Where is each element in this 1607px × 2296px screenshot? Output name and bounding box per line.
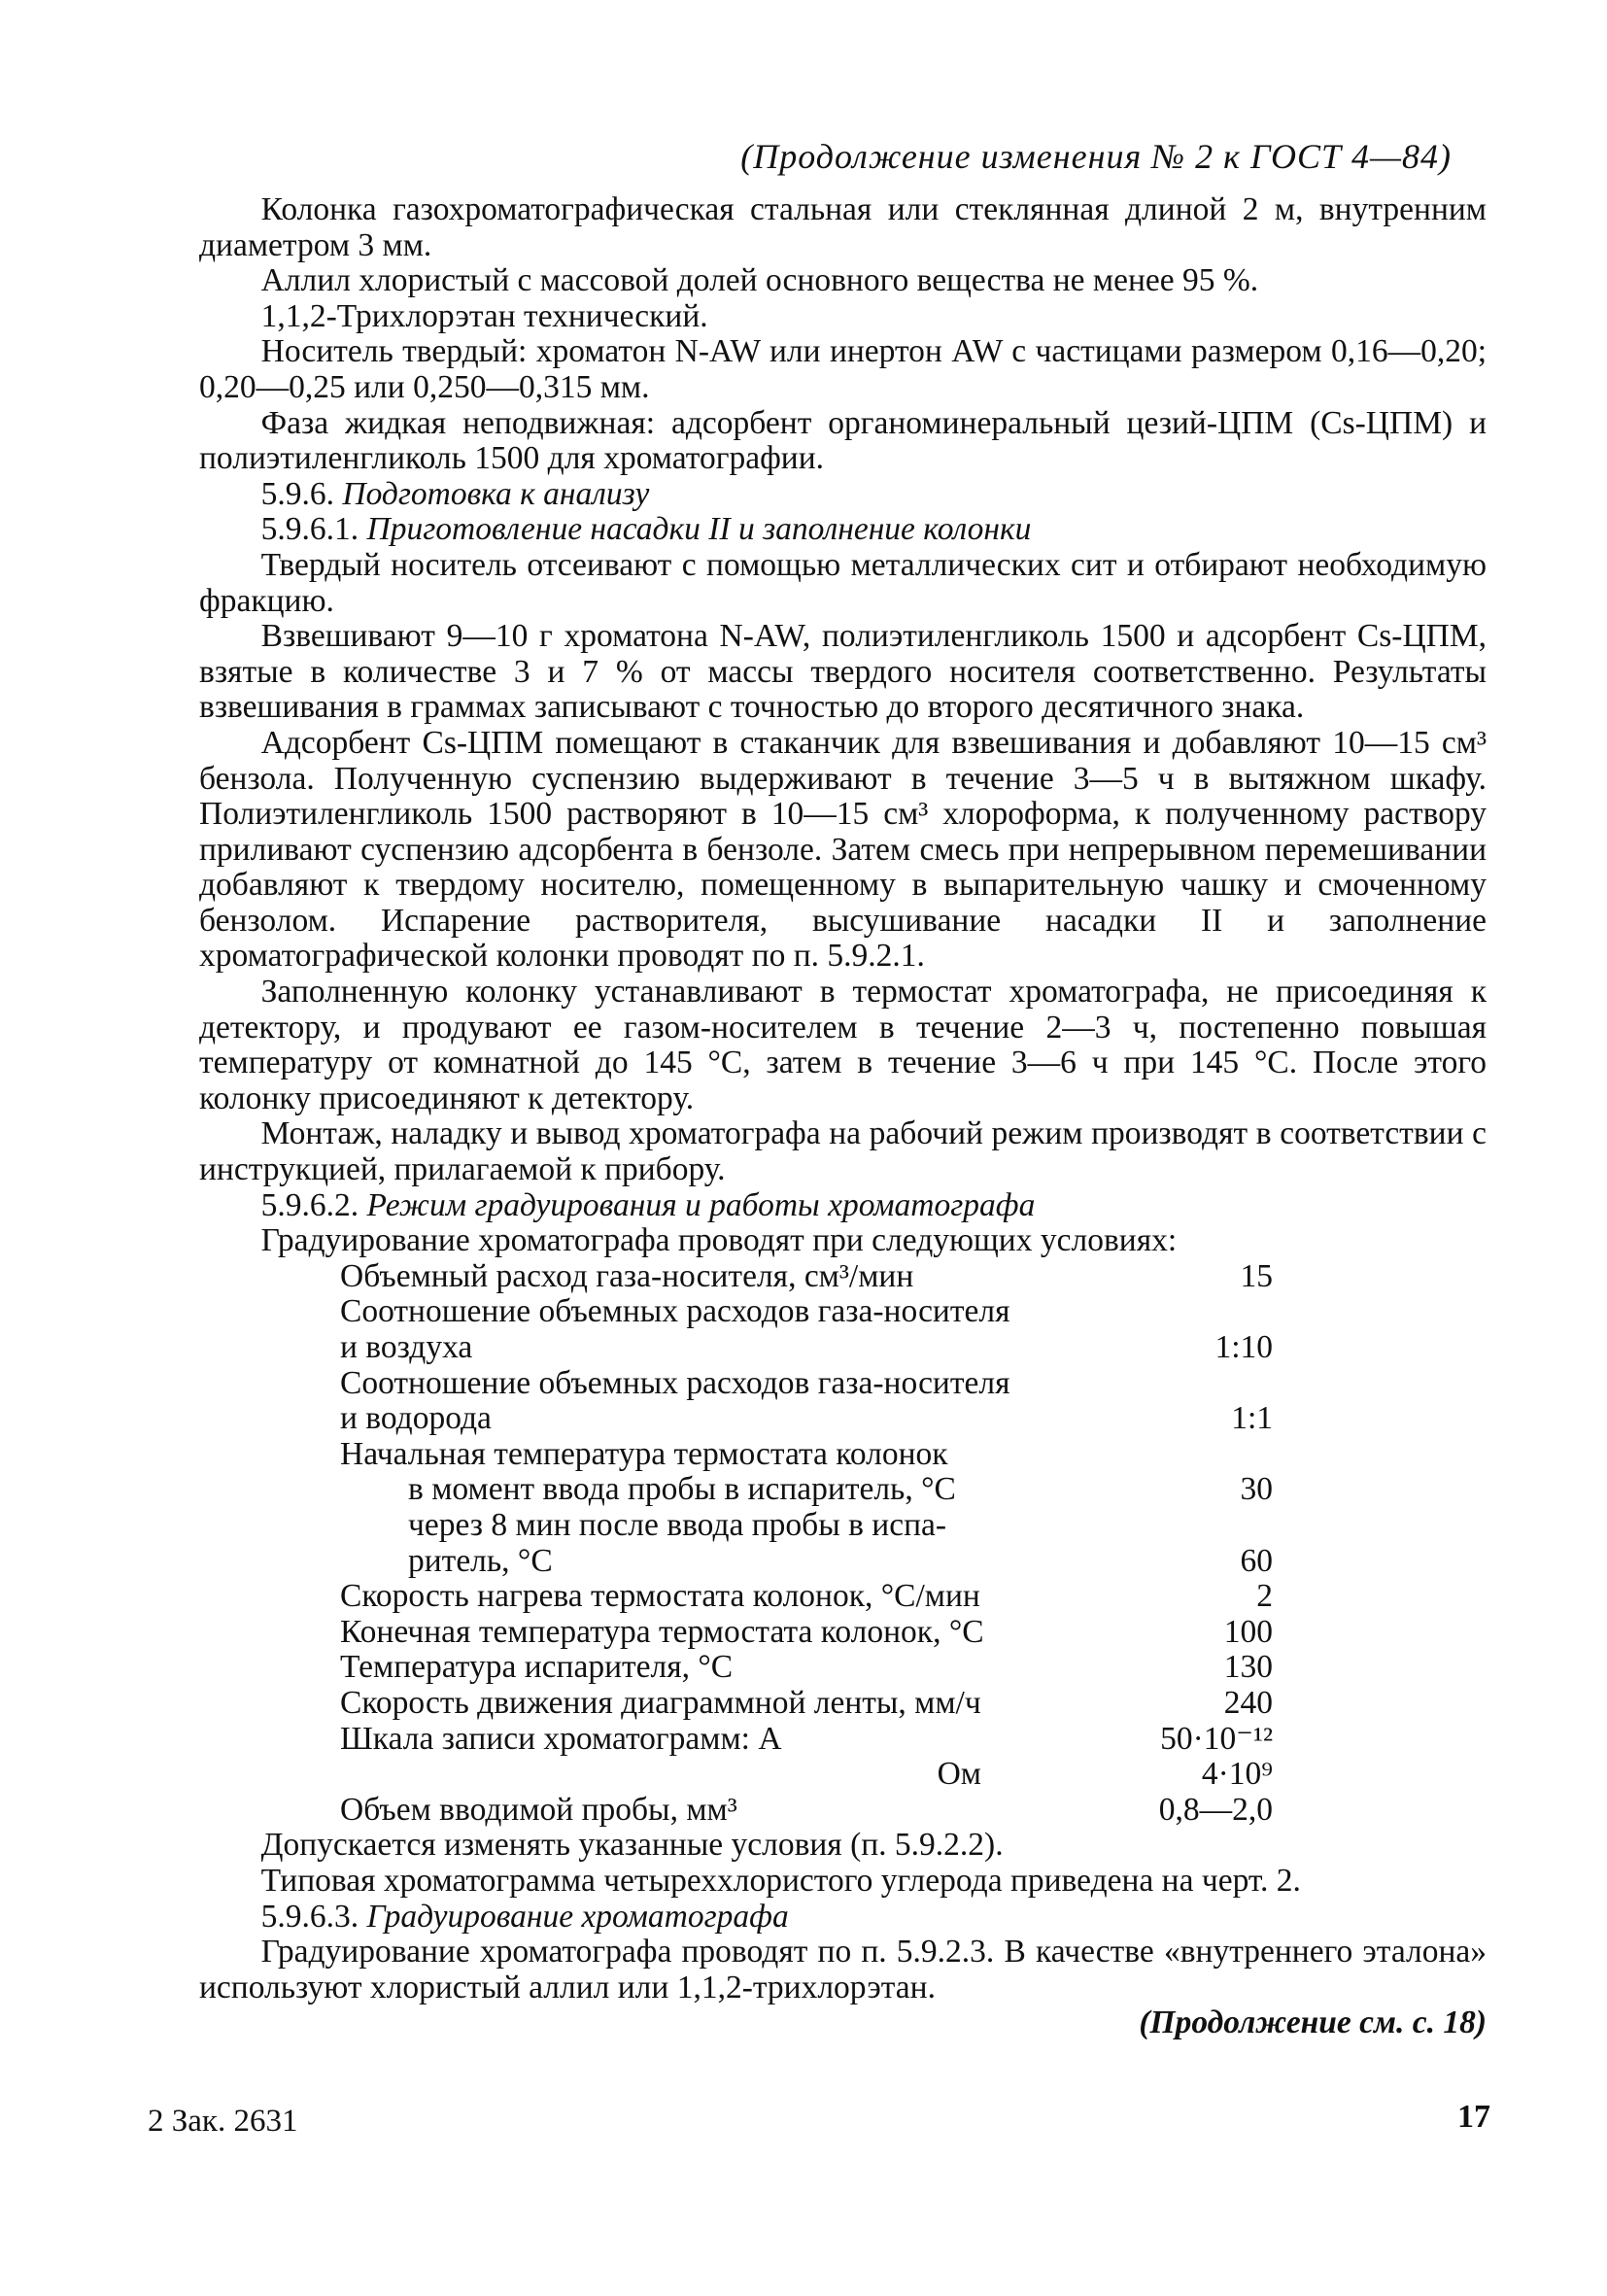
condition-value: 1:1 — [1231, 1400, 1273, 1437]
paragraph-calibration: Градуирование хроматографа проводят по п. 5.9.2.3. В качестве «внутреннего эталона» используют хлористый аллил или 1,1,2-трихлорэтан. — [199, 1934, 1487, 2005]
condition-value: 30 — [1240, 1471, 1273, 1508]
condition-label: и воздуха — [340, 1329, 473, 1365]
page-header: (Продолжение изменения № 2 к ГОСТ 4—84) — [740, 137, 1452, 176]
conditions-row — [340, 1330, 1273, 1366]
paragraph-allyl-chloride: Аллил хлористый с массовой долей основного вещества не менее 95 %. — [260, 262, 1259, 299]
paragraph-column-install: Заполненную колонку устанавливают в термостат хроматографа, не присоединяя к детектору, и продувают ее газом-носителем в течение 2—3 ч, постепенно повышая температуру от комнатной до 145 °С, затем в течение 3—6 ч при 145 °С. После этого колонку присоединяют к детектору. — [199, 974, 1487, 1116]
section-number: 5.9.6.3. — [260, 1898, 359, 1935]
conditions-row — [340, 1615, 1273, 1651]
condition-value: 0,8—2,0 — [1158, 1791, 1273, 1828]
conditions-row — [340, 1259, 1273, 1295]
conditions-row — [340, 1579, 1273, 1615]
section-5-9-6-3 — [199, 1900, 1487, 1936]
conditions-row — [340, 1294, 1273, 1330]
condition-value: 50·10⁻¹² — [1160, 1720, 1273, 1757]
paragraph-trichloroethane: 1,1,2-Трихлорэтан технический. — [260, 297, 708, 334]
condition-label: Соотношение объемных расходов газа-носителя — [340, 1364, 1010, 1401]
section-title: Подготовка к анализу — [342, 475, 650, 512]
section-number: 5.9.6.1. — [260, 511, 359, 548]
condition-label: Температура испарителя, °С — [340, 1649, 734, 1686]
condition-label: Ом — [937, 1756, 981, 1793]
condition-label: Скорость нагрева термостата колонок, °С/мин — [340, 1578, 980, 1615]
condition-label: в момент ввода пробы в испаритель, °С — [408, 1471, 956, 1508]
conditions-row — [340, 1793, 1273, 1829]
condition-label: ритель, °С — [408, 1542, 553, 1579]
condition-value: 15 — [1240, 1257, 1273, 1294]
condition-label: Объем вводимой пробы, мм³ — [340, 1791, 737, 1828]
conditions-row — [340, 1472, 1273, 1508]
paragraph-weighing: Взвешивают 9—10 г хроматона N-AW, полиэтиленгликоль 1500 и адсорбент Cs-ЦПМ, взятые в количестве 3 и 7 % от массы твердого носителя соответственно. Результаты взвешивания в граммах записывают с точностью до второго десятичного знака. — [199, 618, 1487, 726]
paragraph-typical-chromatogram: Типовая хроматограмма четыреххлористого углерода приведена на черт. 2. — [260, 1862, 1301, 1899]
footer-order-number: 2 Зак. 2631 — [148, 2104, 298, 2139]
condition-label: Соотношение объемных расходов газа-носителя — [340, 1293, 1010, 1330]
condition-value: 4·10⁹ — [1201, 1756, 1273, 1793]
conditions-row — [340, 1437, 1273, 1473]
condition-value: 2 — [1256, 1578, 1273, 1615]
paragraph-suspension: Адсорбент Cs-ЦПМ помещают в стаканчик для взвешивания и добавляют 10—15 см³ бензола. Полученную суспензию выдерживают в течение 3—5 ч в вытяжном шкафу. Полиэтиленгликоль 1500 растворяют в 10—15 см³ хлороформа, к полученному раствору приливают суспензию адсорбента в бензоле. Затем смесь при непрерывном перемешивании добавляют к твердому носителю, помещенному в выпарительную чашку и смоченному бензолом. Испарение растворителя, высушивание насадки II и заполнение хроматографической колонки проводят по п. 5.9.2.1. — [199, 724, 1487, 975]
conditions-row — [340, 1401, 1273, 1437]
section-5-9-6-1 — [199, 512, 1487, 548]
conditions-row — [340, 1366, 1273, 1402]
section-title: Градуирование хроматографа — [366, 1898, 789, 1935]
condition-label: Начальная температура термостата колонок — [340, 1435, 948, 1472]
conditions-row — [340, 1650, 1273, 1686]
document-body — [199, 192, 1487, 2041]
conditions-table — [340, 1259, 1273, 1829]
paragraph-column: Колонка газохроматографическая стальная или стеклянная длиной 2 м, внутренним диаметром 3 мм. — [199, 191, 1487, 263]
paragraph-solid-carrier: Носитель твердый: хроматон N-AW или инертон AW с частицами размером 0,16—0,20; 0,20—0,25 или 0,250—0,315 мм. — [199, 333, 1487, 405]
section-title: Приготовление насадки II и заполнение колонки — [366, 511, 1032, 548]
conditions-row — [340, 1757, 1273, 1793]
conditions-row — [340, 1722, 1273, 1758]
paragraph-calibration-conditions: Градуирование хроматографа проводят при следующих условиях: — [260, 1222, 1178, 1259]
condition-value: 240 — [1223, 1684, 1273, 1721]
conditions-row — [340, 1544, 1273, 1580]
condition-label: Конечная температура термостата колонок, °С — [340, 1613, 984, 1650]
section-number: 5.9.6. — [260, 475, 335, 512]
section-title: Режим градуирования и работы хроматографа — [366, 1186, 1036, 1223]
section-5-9-6 — [199, 477, 1487, 513]
condition-label: Скорость движения диаграммной ленты, мм/ч — [340, 1684, 981, 1721]
section-number: 5.9.6.2. — [260, 1186, 359, 1223]
condition-label: через 8 мин после ввода пробы в испа- — [408, 1506, 947, 1543]
conditions-row — [340, 1686, 1273, 1722]
condition-value: 100 — [1223, 1613, 1273, 1650]
condition-label: Объемный расход газа-носителя, см³/мин — [340, 1257, 914, 1294]
condition-label: Шкала записи хроматограмм: А — [340, 1720, 782, 1757]
paragraph-sieving: Твердый носитель отсеивают с помощью металлических сит и отбирают необходимую фракцию. — [199, 546, 1487, 619]
conditions-row — [340, 1508, 1273, 1544]
condition-value: 60 — [1240, 1542, 1273, 1579]
continued-note: (Продолжение см. с. 18) — [1139, 2005, 1487, 2041]
page-number: 17 — [1457, 2099, 1490, 2135]
condition-value: 130 — [1223, 1649, 1273, 1686]
condition-value: 1:10 — [1214, 1329, 1273, 1365]
section-5-9-6-2 — [199, 1188, 1487, 1224]
condition-label: и водорода — [340, 1400, 492, 1437]
paragraph-liquid-phase: Фаза жидкая неподвижная: адсорбент органоминеральный цезий-ЦПМ (Cs-ЦПМ) и полиэтиленгликоль 1500 для хроматографии. — [199, 404, 1487, 477]
paragraph-mounting: Монтаж, наладку и вывод хроматографа на рабочий режим производят в соответствии с инструкцией, прилагаемой к прибору. — [199, 1115, 1487, 1188]
paragraph-allow-change: Допускается изменять указанные условия (п. 5.9.2.2). — [260, 1827, 1004, 1864]
